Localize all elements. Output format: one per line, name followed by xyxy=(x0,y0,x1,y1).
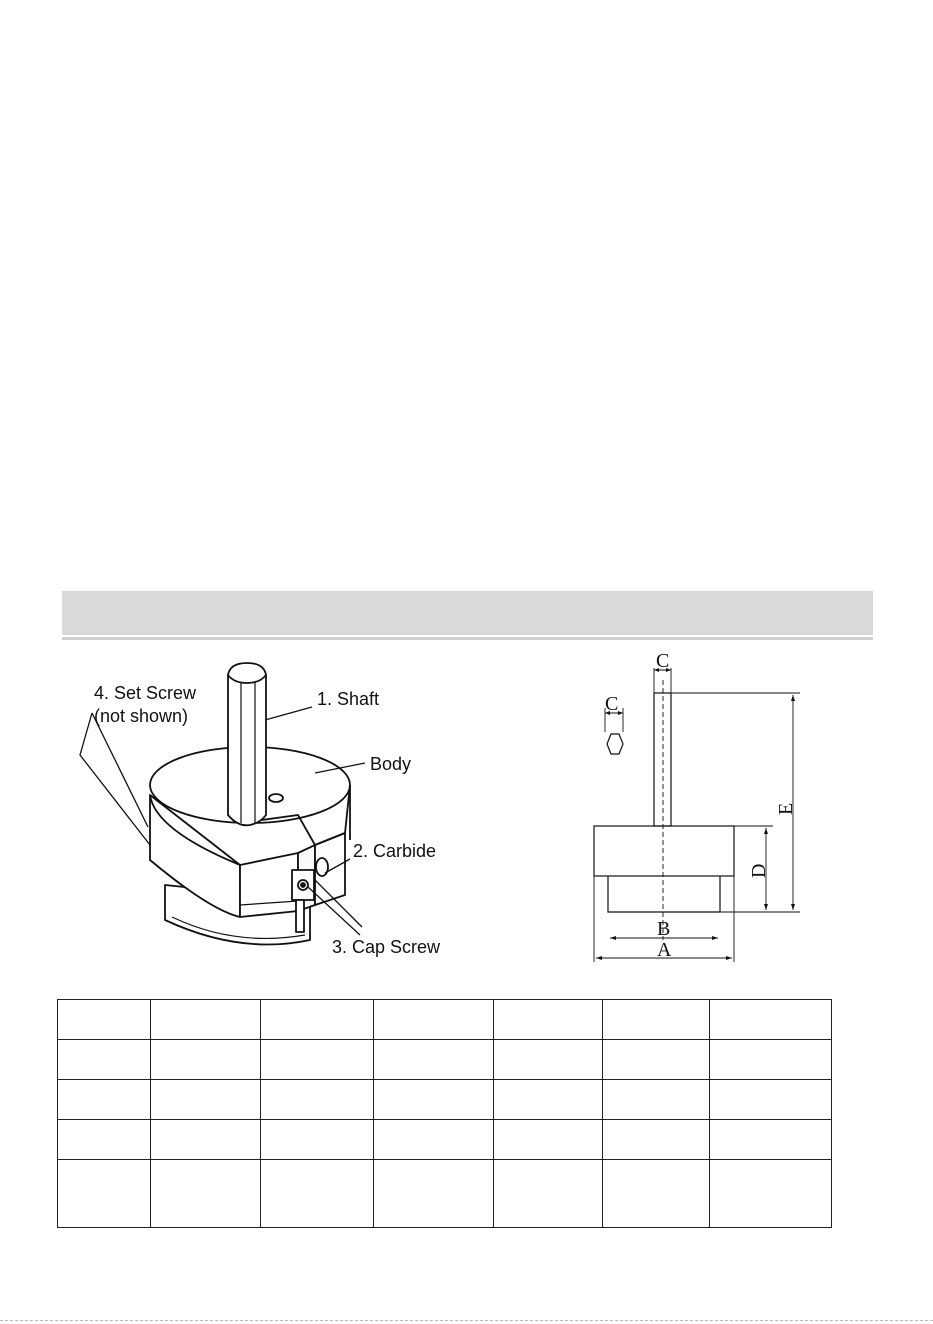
dim-c-hex-label: C xyxy=(605,693,619,715)
table-cell xyxy=(374,1040,494,1080)
table-cell xyxy=(494,1040,603,1080)
table-cell xyxy=(494,1080,603,1120)
dim-lower xyxy=(608,876,720,912)
table-cell xyxy=(710,1120,832,1160)
table-row xyxy=(58,1160,832,1228)
table-row xyxy=(58,1000,832,1040)
table-cell xyxy=(151,1040,261,1080)
table-cell xyxy=(710,1000,832,1040)
page-bottom-edge xyxy=(0,1320,933,1321)
table-cell xyxy=(261,1040,374,1080)
table-cell xyxy=(710,1040,832,1080)
table-cell xyxy=(261,1120,374,1160)
cap-screw-label: 3. Cap Screw xyxy=(332,937,441,957)
table-cell xyxy=(58,1000,151,1040)
table-cell xyxy=(494,1000,603,1040)
table-cell xyxy=(151,1080,261,1120)
dim-a-label: A xyxy=(657,939,672,961)
tool-dimension-drawing xyxy=(585,650,815,965)
section-divider xyxy=(62,637,873,640)
table-cell xyxy=(494,1120,603,1160)
table-cell xyxy=(58,1120,151,1160)
table-cell xyxy=(374,1120,494,1160)
dim-b-label: B xyxy=(657,918,671,940)
shaft-leader xyxy=(265,707,312,720)
dim-shaft xyxy=(654,693,671,826)
table-cell xyxy=(603,1000,710,1040)
table-cell xyxy=(58,1040,151,1080)
body-label: Body xyxy=(370,754,412,774)
table-cell xyxy=(151,1000,261,1040)
section-header-bar xyxy=(62,591,873,635)
table-cell xyxy=(494,1160,603,1228)
hex-section xyxy=(607,734,623,754)
table-cell xyxy=(151,1160,261,1228)
table-row xyxy=(58,1120,832,1160)
table-cell xyxy=(261,1160,374,1228)
set-screw-label: 4. Set Screw xyxy=(94,683,197,703)
shaft-label: 1. Shaft xyxy=(317,689,380,709)
table-cell xyxy=(261,1080,374,1120)
dim-c-top-label: C xyxy=(656,650,670,672)
tool-isometric-drawing xyxy=(60,655,460,960)
table-cell xyxy=(603,1040,710,1080)
table-cell xyxy=(151,1120,261,1160)
spec-table xyxy=(57,999,832,1228)
dim-d-label: D xyxy=(748,863,770,878)
table-row xyxy=(58,1040,832,1080)
table-cell xyxy=(603,1120,710,1160)
table-cell xyxy=(374,1160,494,1228)
table-cell xyxy=(374,1080,494,1120)
set-screw-note: (not shown) xyxy=(94,706,189,726)
table-cell xyxy=(603,1080,710,1120)
table-row xyxy=(58,1080,832,1120)
table-cell xyxy=(710,1160,832,1228)
set-screw-leader xyxy=(80,713,150,845)
table-cell xyxy=(58,1080,151,1120)
table-cell xyxy=(261,1000,374,1040)
carbide-label: 2. Carbide xyxy=(353,841,437,861)
table-cell xyxy=(58,1160,151,1228)
dim-e-label: E xyxy=(775,802,797,815)
table-cell xyxy=(374,1000,494,1040)
dim-body xyxy=(594,826,734,876)
table-cell xyxy=(710,1080,832,1120)
table-cell xyxy=(603,1160,710,1228)
tool-shaft xyxy=(228,675,266,825)
